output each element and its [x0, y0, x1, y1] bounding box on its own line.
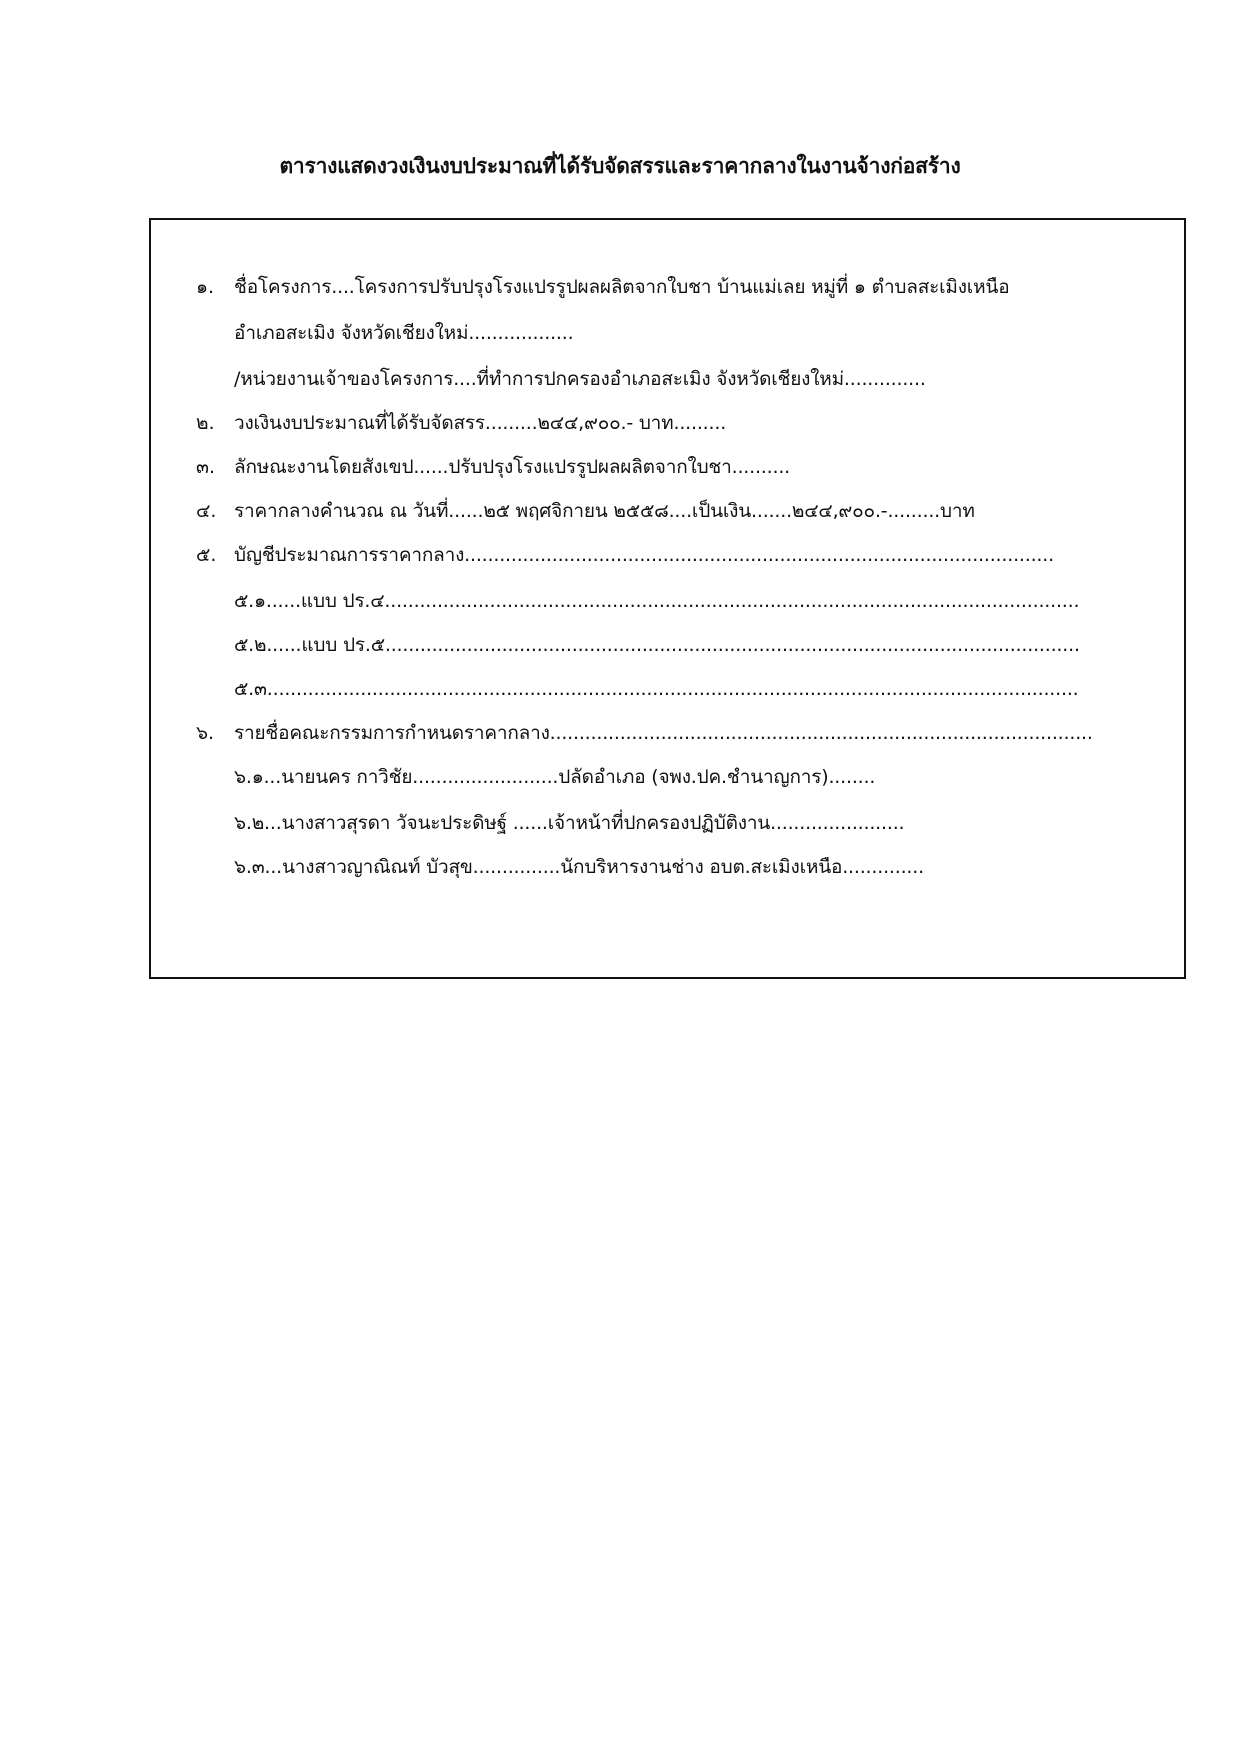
item-2-budget: วงเงินงบประมาณที่ได้รับจัดสรร.........๒๔๔,๙๐๐.- บาท......... — [234, 412, 727, 434]
item-5-2-form: ๕.๒......แบบ ปร.๕....................................................................................................................... — [234, 634, 1080, 656]
item-1-project-location: อำเภอสะเมิง จังหวัดเชียงใหม่.................. — [234, 322, 574, 344]
item-5-estimate-list: บัญชีประมาณการราคากลาง..................................................................................................... — [234, 544, 1054, 566]
item-5-1-form: ๕.๑......แบบ ปร.๔....................................................................................................................... — [234, 590, 1080, 612]
item-6-3-member: ๖.๓...นางสาวญาณิณท์ บัวสุข...............นักบริหารงานช่าง อบต.สะเมิงเหนือ.............. — [234, 856, 924, 878]
item-2-number: ๒. — [196, 412, 215, 434]
item-5-number: ๕. — [196, 544, 217, 566]
item-1-project-owner: /หน่วยงานเจ้าของโครงการ....ที่ทำการปกครองอำเภอสะเมิง จังหวัดเชียงใหม่.............. — [234, 368, 926, 390]
item-4-median-price: ราคากลางคำนวณ ณ วันที่......๒๕ พฤศจิกายน ๒๕๕๘....เป็นเงิน.......๒๔๔,๙๐๐.-.........บาท — [234, 500, 975, 522]
item-3-number: ๓. — [196, 456, 216, 478]
item-5-3-form: ๕.๓........................................................................................................................................... — [234, 678, 1079, 700]
item-6-committee-list: รายชื่อคณะกรรมการกำหนดราคากลาง............................................................................................. — [234, 722, 1093, 744]
item-3-work-description: ลักษณะงานโดยสังเขป......ปรับปรุงโรงแปรรูปผลผลิตจากใบชา.......... — [234, 456, 790, 478]
item-1-project-name: ชื่อโครงการ....โครงการปรับปรุงโรงแปรรูปผลผลิตจากใบชา บ้านแม่เลย หมู่ที่ ๑ ตำบลสะเมิงเหนือ — [234, 276, 1010, 298]
item-4-number: ๔. — [196, 500, 217, 522]
item-6-number: ๖. — [196, 722, 215, 744]
document-title: ตารางแสดงวงเงินงบประมาณที่ได้รับจัดสรรและราคากลางในงานจ้างก่อสร้าง — [279, 154, 961, 178]
item-6-2-member: ๖.๒...นางสาวสุรดา วัจนะประดิษฐ์ ......เจ้าหน้าที่ปกครองปฏิบัติงาน....................... — [234, 812, 905, 834]
item-1-number: ๑. — [196, 276, 215, 298]
item-6-1-member: ๖.๑...นายนคร กาวิชัย.........................ปลัดอำเภอ (จพง.ปค.ชำนาญการ)........ — [234, 766, 876, 788]
